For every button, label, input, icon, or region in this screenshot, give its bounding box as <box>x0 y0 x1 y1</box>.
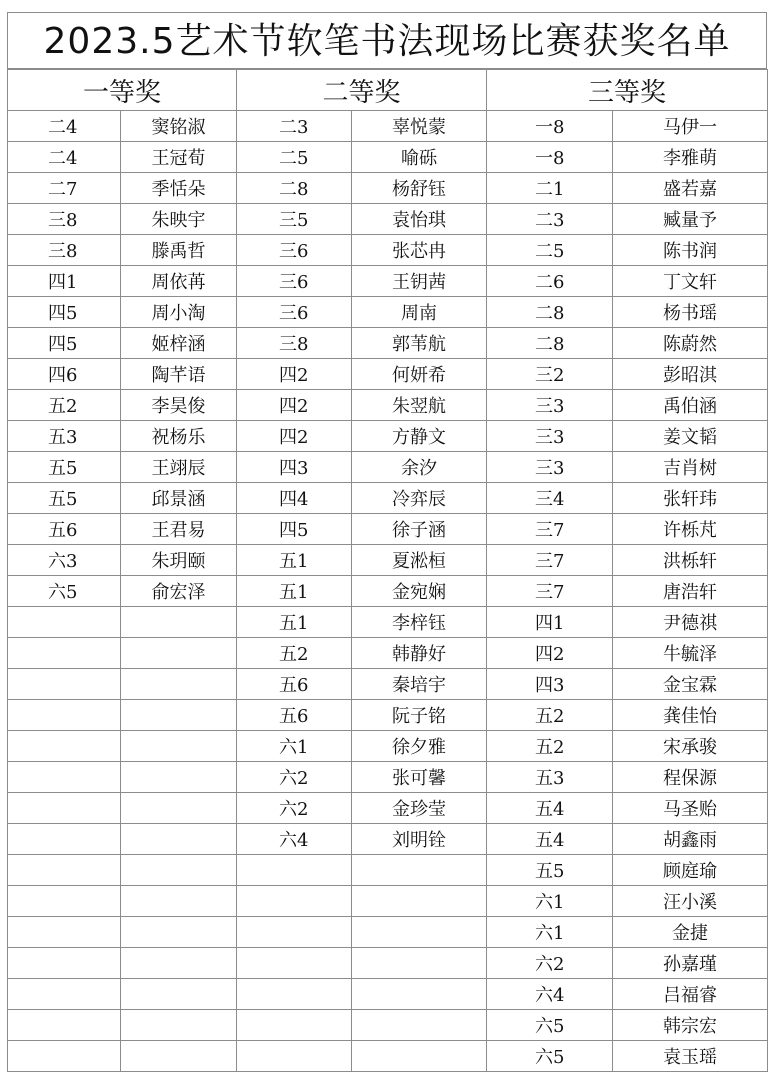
second-prize-name-cell <box>352 948 487 979</box>
third-prize-name-cell: 洪栎轩 <box>613 545 768 576</box>
table-row <box>8 1010 768 1041</box>
first-prize-class-cell <box>8 1010 121 1041</box>
first-prize-name-cell: 王翊辰 <box>121 452 237 483</box>
second-prize-name-cell: 张可馨 <box>352 762 487 793</box>
second-prize-class-cell: 五1 <box>237 545 352 576</box>
second-prize-name-cell <box>352 979 487 1010</box>
table-row <box>8 421 768 452</box>
second-prize-name-cell: 徐夕雅 <box>352 731 487 762</box>
second-prize-name-cell <box>352 1010 487 1041</box>
second-prize-class-cell: 二3 <box>237 111 352 142</box>
second-prize-class-cell: 六2 <box>237 762 352 793</box>
third-prize-name-cell: 杨书瑶 <box>613 297 768 328</box>
second-prize-name-cell: 李梓钰 <box>352 607 487 638</box>
third-prize-name-cell: 金捷 <box>613 917 768 948</box>
second-prize-class-cell <box>237 948 352 979</box>
third-prize-class-cell: 三7 <box>487 576 613 607</box>
first-prize-name-cell <box>121 948 237 979</box>
second-prize-class-cell: 三8 <box>237 328 352 359</box>
third-prize-class-cell: 二5 <box>487 235 613 266</box>
second-prize-class-cell: 六4 <box>237 824 352 855</box>
first-prize-class-cell: 四5 <box>8 328 121 359</box>
table-row <box>8 669 768 700</box>
second-prize-class-cell: 三5 <box>237 204 352 235</box>
table-row <box>8 328 768 359</box>
first-prize-class-cell: 二4 <box>8 142 121 173</box>
first-prize-name-cell <box>121 638 237 669</box>
second-prize-class-cell: 五6 <box>237 700 352 731</box>
table-row <box>8 514 768 545</box>
first-prize-name-cell: 李昊俊 <box>121 390 237 421</box>
second-prize-name-cell <box>352 886 487 917</box>
second-prize-class-cell: 四2 <box>237 359 352 390</box>
third-prize-name-cell: 禹伯涵 <box>613 390 768 421</box>
table-row <box>8 173 768 204</box>
third-prize-class-cell: 四1 <box>487 607 613 638</box>
third-prize-class-cell: 六5 <box>487 1041 613 1072</box>
second-prize-name-cell: 袁怡琪 <box>352 204 487 235</box>
table-row <box>8 607 768 638</box>
first-prize-class-cell: 二7 <box>8 173 121 204</box>
first-prize-class-cell: 四1 <box>8 266 121 297</box>
second-prize-class-cell: 四2 <box>237 390 352 421</box>
third-prize-name-cell: 许栎芃 <box>613 514 768 545</box>
first-prize-name-cell <box>121 855 237 886</box>
third-prize-class-cell: 二8 <box>487 328 613 359</box>
second-prize-name-cell: 喻砾 <box>352 142 487 173</box>
first-prize-name-cell <box>121 700 237 731</box>
second-prize-name-cell: 杨舒钰 <box>352 173 487 204</box>
table-row <box>8 576 768 607</box>
sheet-title: 2023.5艺术节软笔书法现场比赛获奖名单 <box>7 12 767 69</box>
table-row <box>8 266 768 297</box>
second-prize-name-cell: 徐子涵 <box>352 514 487 545</box>
first-prize-class-cell: 五3 <box>8 421 121 452</box>
second-prize-class-cell: 二5 <box>237 142 352 173</box>
first-prize-class-cell <box>8 731 121 762</box>
second-prize-class-cell <box>237 917 352 948</box>
third-prize-name-cell: 张轩玮 <box>613 483 768 514</box>
second-prize-class-cell: 三6 <box>237 235 352 266</box>
table-row <box>8 948 768 979</box>
first-prize-class-cell: 二4 <box>8 111 121 142</box>
first-prize-class-cell: 五6 <box>8 514 121 545</box>
third-prize-name-cell: 丁文轩 <box>613 266 768 297</box>
third-prize-name-cell: 彭昭淇 <box>613 359 768 390</box>
second-prize-class-cell: 四5 <box>237 514 352 545</box>
first-prize-class-cell <box>8 948 121 979</box>
first-prize-class-cell <box>8 855 121 886</box>
first-prize-name-cell <box>121 793 237 824</box>
first-prize-class-cell <box>8 886 121 917</box>
second-prize-name-cell: 金珍莹 <box>352 793 487 824</box>
second-prize-class-cell: 五2 <box>237 638 352 669</box>
second-prize-name-cell: 方静文 <box>352 421 487 452</box>
award-sheet <box>7 12 767 1072</box>
second-prize-name-cell: 金宛娴 <box>352 576 487 607</box>
table-row <box>8 762 768 793</box>
third-prize-class-cell: 二6 <box>487 266 613 297</box>
third-prize-name-cell: 程保源 <box>613 762 768 793</box>
first-prize-name-cell: 陶芊语 <box>121 359 237 390</box>
third-prize-name-cell: 韩宗宏 <box>613 1010 768 1041</box>
first-prize-class-cell <box>8 762 121 793</box>
table-row <box>8 886 768 917</box>
third-prize-name-cell: 金宝霖 <box>613 669 768 700</box>
third-prize-name-cell: 汪小溪 <box>613 886 768 917</box>
first-prize-class-cell: 三8 <box>8 235 121 266</box>
first-prize-class-cell: 六5 <box>8 576 121 607</box>
first-prize-class-cell <box>8 917 121 948</box>
table-row <box>8 142 768 173</box>
third-prize-name-cell: 姜文韬 <box>613 421 768 452</box>
table-row <box>8 390 768 421</box>
second-prize-class-cell: 五1 <box>237 607 352 638</box>
table-row <box>8 359 768 390</box>
second-prize-name-cell <box>352 855 487 886</box>
third-prize-name-cell: 唐浩轩 <box>613 576 768 607</box>
second-prize-name-cell: 郭苇航 <box>352 328 487 359</box>
third-prize-name-cell: 尹德祺 <box>613 607 768 638</box>
third-prize-name-cell: 胡鑫雨 <box>613 824 768 855</box>
second-prize-name-cell: 夏淞桓 <box>352 545 487 576</box>
second-prize-name-cell: 余汐 <box>352 452 487 483</box>
third-prize-class-cell: 六1 <box>487 917 613 948</box>
third-prize-class-cell: 五5 <box>487 855 613 886</box>
first-prize-class-cell <box>8 979 121 1010</box>
third-prize-class-cell: 三3 <box>487 421 613 452</box>
third-prize-class-cell: 一8 <box>487 111 613 142</box>
first-prize-class-cell: 五5 <box>8 452 121 483</box>
third-prize-class-cell: 二1 <box>487 173 613 204</box>
table-row <box>8 700 768 731</box>
second-prize-name-cell: 韩静好 <box>352 638 487 669</box>
second-prize-name-cell: 朱翌航 <box>352 390 487 421</box>
third-prize-class-cell: 六5 <box>487 1010 613 1041</box>
third-prize-name-cell: 孙嘉瑾 <box>613 948 768 979</box>
third-prize-class-cell: 六2 <box>487 948 613 979</box>
second-prize-class-cell: 六2 <box>237 793 352 824</box>
first-prize-class-cell <box>8 669 121 700</box>
table-row <box>8 297 768 328</box>
second-prize-class-cell <box>237 855 352 886</box>
first-prize-name-cell: 俞宏泽 <box>121 576 237 607</box>
third-prize-name-cell: 吉肖树 <box>613 452 768 483</box>
third-prize-name-cell: 陈书润 <box>613 235 768 266</box>
first-prize-name-cell <box>121 607 237 638</box>
second-prize-class-cell: 三6 <box>237 297 352 328</box>
second-prize-name-cell: 冷弈辰 <box>352 483 487 514</box>
first-prize-class-cell: 五5 <box>8 483 121 514</box>
second-prize-name-cell: 阮子铭 <box>352 700 487 731</box>
first-prize-name-cell <box>121 762 237 793</box>
first-prize-name-cell: 周小淘 <box>121 297 237 328</box>
table-row <box>8 111 768 142</box>
table-row <box>8 855 768 886</box>
prize-header-row <box>8 70 768 111</box>
third-prize-class-cell: 五3 <box>487 762 613 793</box>
first-prize-class-cell: 六3 <box>8 545 121 576</box>
first-prize-class-cell <box>8 638 121 669</box>
third-prize-class-cell: 三7 <box>487 514 613 545</box>
table-row <box>8 731 768 762</box>
third-prize-class-cell: 五2 <box>487 700 613 731</box>
first-prize-name-cell: 季恬朵 <box>121 173 237 204</box>
first-prize-class-cell: 四5 <box>8 297 121 328</box>
second-prize-name-cell: 张芯冉 <box>352 235 487 266</box>
second-prize-name-cell: 周南 <box>352 297 487 328</box>
second-prize-class-cell: 三6 <box>237 266 352 297</box>
first-prize-name-cell: 王君易 <box>121 514 237 545</box>
second-prize-class-cell: 四4 <box>237 483 352 514</box>
table-row <box>8 917 768 948</box>
award-rows <box>8 111 768 1072</box>
third-prize-name-cell: 牛毓泽 <box>613 638 768 669</box>
third-prize-class-cell: 五4 <box>487 824 613 855</box>
first-prize-name-cell <box>121 917 237 948</box>
second-prize-class-cell: 四2 <box>237 421 352 452</box>
first-prize-name-cell <box>121 669 237 700</box>
second-prize-header: 二等奖 <box>237 70 487 111</box>
second-prize-class-cell: 五1 <box>237 576 352 607</box>
third-prize-name-cell: 马伊一 <box>613 111 768 142</box>
first-prize-name-cell: 邱景涵 <box>121 483 237 514</box>
first-prize-class-cell <box>8 700 121 731</box>
first-prize-name-cell: 朱映宇 <box>121 204 237 235</box>
second-prize-name-cell: 秦培宇 <box>352 669 487 700</box>
table-row <box>8 452 768 483</box>
second-prize-class-cell <box>237 1041 352 1072</box>
third-prize-class-cell: 六1 <box>487 886 613 917</box>
table-row <box>8 204 768 235</box>
second-prize-name-cell: 刘明铨 <box>352 824 487 855</box>
third-prize-class-cell: 四3 <box>487 669 613 700</box>
third-prize-name-cell: 陈蔚然 <box>613 328 768 359</box>
second-prize-class-cell: 四3 <box>237 452 352 483</box>
third-prize-name-cell: 李雅萌 <box>613 142 768 173</box>
first-prize-name-cell: 王冠荀 <box>121 142 237 173</box>
second-prize-name-cell: 辜悦蒙 <box>352 111 487 142</box>
third-prize-name-cell: 顾庭瑜 <box>613 855 768 886</box>
third-prize-class-cell: 四2 <box>487 638 613 669</box>
third-prize-name-cell: 马圣贻 <box>613 793 768 824</box>
first-prize-name-cell <box>121 1010 237 1041</box>
third-prize-name-cell: 宋承骏 <box>613 731 768 762</box>
first-prize-name-cell <box>121 1041 237 1072</box>
first-prize-name-cell: 朱玥颐 <box>121 545 237 576</box>
third-prize-name-cell: 盛若嘉 <box>613 173 768 204</box>
second-prize-class-cell <box>237 886 352 917</box>
second-prize-name-cell <box>352 917 487 948</box>
first-prize-name-cell: 祝杨乐 <box>121 421 237 452</box>
third-prize-name-cell: 袁玉瑶 <box>613 1041 768 1072</box>
second-prize-class-cell: 六1 <box>237 731 352 762</box>
second-prize-name-cell <box>352 1041 487 1072</box>
third-prize-class-cell: 三3 <box>487 452 613 483</box>
table-row <box>8 545 768 576</box>
first-prize-class-cell: 四6 <box>8 359 121 390</box>
table-row <box>8 1041 768 1072</box>
first-prize-name-cell: 姬梓涵 <box>121 328 237 359</box>
table-row <box>8 793 768 824</box>
third-prize-class-cell: 二3 <box>487 204 613 235</box>
table-row <box>8 979 768 1010</box>
first-prize-class-cell: 三8 <box>8 204 121 235</box>
table-row <box>8 824 768 855</box>
third-prize-class-cell: 二8 <box>487 297 613 328</box>
first-prize-class-cell <box>8 607 121 638</box>
third-prize-class-cell: 五2 <box>487 731 613 762</box>
second-prize-class-cell: 二8 <box>237 173 352 204</box>
second-prize-class-cell <box>237 1010 352 1041</box>
second-prize-name-cell: 何妍希 <box>352 359 487 390</box>
third-prize-class-cell: 五4 <box>487 793 613 824</box>
first-prize-name-cell: 周依苒 <box>121 266 237 297</box>
second-prize-class-cell: 五6 <box>237 669 352 700</box>
second-prize-class-cell <box>237 979 352 1010</box>
third-prize-header: 三等奖 <box>487 70 768 111</box>
third-prize-name-cell: 臧量予 <box>613 204 768 235</box>
first-prize-name-cell <box>121 731 237 762</box>
third-prize-class-cell: 六4 <box>487 979 613 1010</box>
first-prize-name-cell <box>121 886 237 917</box>
third-prize-class-cell: 三2 <box>487 359 613 390</box>
first-prize-header: 一等奖 <box>8 70 237 111</box>
third-prize-class-cell: 三4 <box>487 483 613 514</box>
third-prize-class-cell: 三7 <box>487 545 613 576</box>
first-prize-name-cell: 滕禹哲 <box>121 235 237 266</box>
first-prize-class-cell <box>8 1041 121 1072</box>
first-prize-class-cell: 五2 <box>8 390 121 421</box>
first-prize-class-cell <box>8 824 121 855</box>
third-prize-name-cell: 龚佳怡 <box>613 700 768 731</box>
first-prize-name-cell: 窦铭淑 <box>121 111 237 142</box>
second-prize-name-cell: 王钥茜 <box>352 266 487 297</box>
first-prize-name-cell <box>121 824 237 855</box>
table-row <box>8 638 768 669</box>
first-prize-class-cell <box>8 793 121 824</box>
table-row <box>8 235 768 266</box>
third-prize-class-cell: 三3 <box>487 390 613 421</box>
table-row <box>8 483 768 514</box>
first-prize-name-cell <box>121 979 237 1010</box>
third-prize-class-cell: 一8 <box>487 142 613 173</box>
award-table <box>7 69 768 1072</box>
third-prize-name-cell: 吕福睿 <box>613 979 768 1010</box>
